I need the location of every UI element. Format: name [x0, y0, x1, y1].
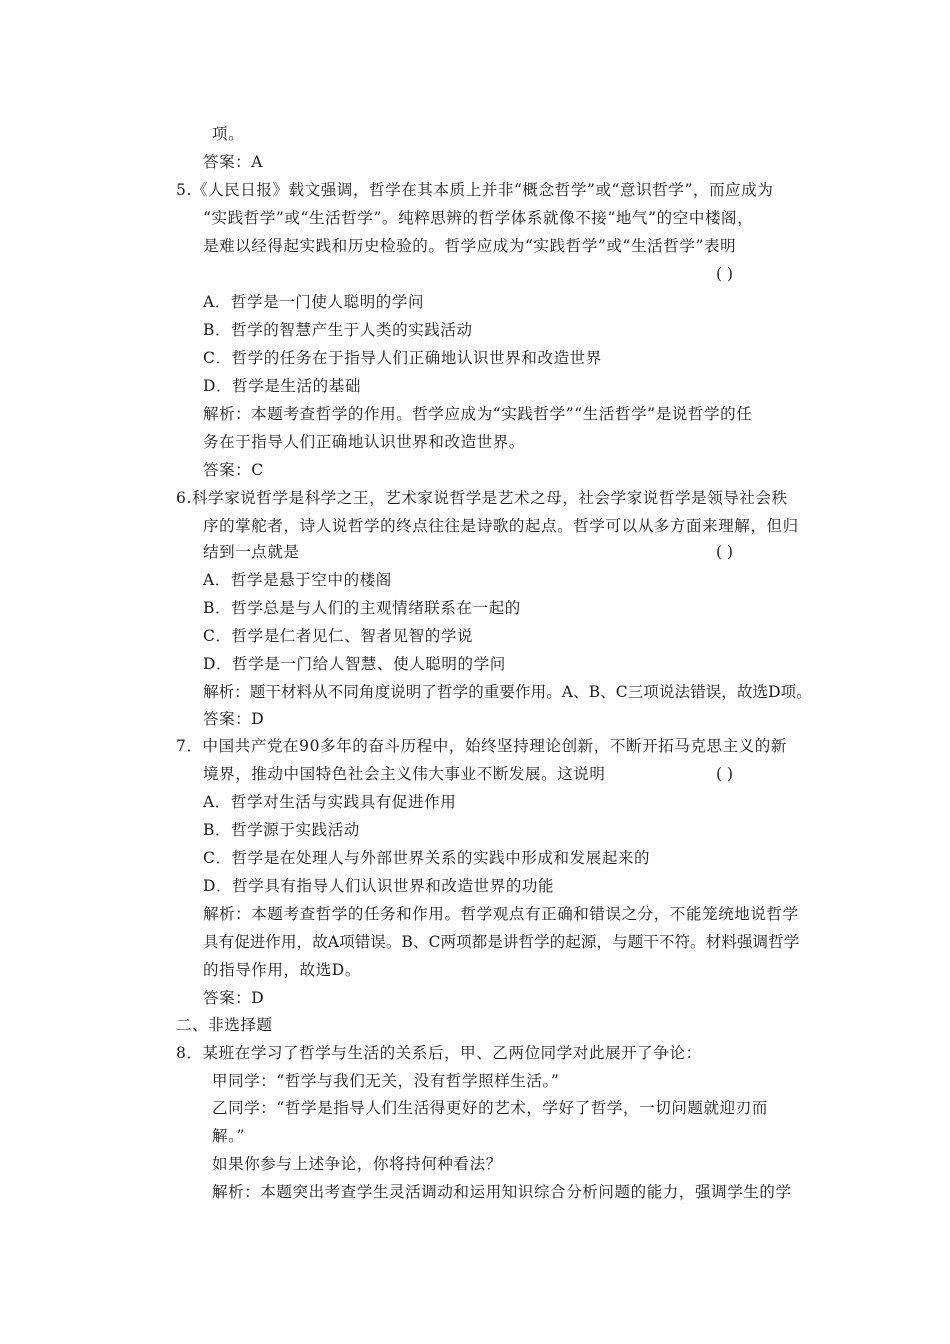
question-7-line: 境界，推动中国特色社会主义伟大事业不断发展。这说明: [203, 765, 606, 783]
option-line: A．哲学对生活与实践具有促进作用: [203, 793, 457, 811]
question-5-line: “实践哲学”或“生活哲学”。纯粹思辨的哲学体系就像不接“地气”的空中楼阁，: [203, 209, 754, 227]
answer-blank: ( ): [716, 543, 734, 561]
analysis-line: 具有促进作用，故A项错误。B、C两项都是讲哲学的起源，与题干不符。材料强调哲学: [203, 933, 800, 951]
option-line: C．哲学的任务在于指导人们正确地认识世界和改造世界: [203, 349, 602, 367]
answer-line: 答案：C: [203, 461, 264, 479]
question-8-line: 8．某班在学习了哲学与生活的关系后，甲、乙两位同学对此展开了争论：: [176, 1044, 702, 1062]
question-5-line: 是难以经得起实践和历史检验的。哲学应成为“实践哲学”或“生活哲学”表明: [203, 237, 737, 255]
option-line: D．哲学是一门给人智慧、使人聪明的学问: [203, 655, 506, 673]
answer-line: 答案：D: [203, 989, 265, 1007]
option-line: D．哲学是生活的基础: [203, 377, 361, 395]
option-line: B．哲学的智慧产生于人类的实践活动: [203, 321, 473, 339]
question-6-line: 序的掌舵者，诗人说哲学的终点往往是诗歌的起点。哲学可以从多方面来理解，但归: [203, 517, 799, 535]
analysis-line: 解析：本题考查哲学的任务和作用。哲学观点有正确和错误之分，不能笼统地说哲学: [203, 905, 799, 923]
analysis-line: 的指导作用，故选D。: [203, 961, 361, 979]
option-line: C．哲学是在处理人与外部世界关系的实践中形成和发展起来的: [203, 849, 651, 867]
answer-blank: ( ): [716, 265, 734, 283]
answer-blank: ( ): [716, 765, 734, 783]
analysis-line: 务在于指导人们正确地认识世界和改造世界。: [203, 433, 526, 451]
question-5-line: 5.《人民日报》载文强调，哲学在其本质上并非“概念哲学”或“意识哲学”，而应成为: [176, 181, 774, 199]
option-line: C．哲学是仁者见仁、智者见智的学说: [203, 627, 474, 645]
analysis-line: 解析：本题考查哲学的作用。哲学应成为“实践哲学”“生活哲学”是说哲学的任: [203, 405, 753, 423]
question-6-line: 6.科学家说哲学是科学之王，艺术家说哲学是艺术之母，社会学家说哲学是领导社会秩: [176, 489, 788, 507]
answer-line: 答案：D: [203, 710, 265, 728]
question-7-line: 7．中国共产党在90多年的奋斗历程中，始终坚持理论创新，不断开拓马克思主义的新: [176, 737, 787, 755]
question-6-line: 结到一点就是: [203, 543, 300, 561]
option-line: A．哲学是悬于空中的楼阁: [203, 571, 392, 589]
dialogue-line: 甲同学：“哲学与我们无关，没有哲学照样生活。”: [212, 1072, 560, 1090]
option-line: B．哲学源于实践活动: [203, 821, 360, 839]
analysis-line: 解析：题干材料从不同角度说明了哲学的重要作用。A、B、C三项说法错误，故选D项。: [203, 683, 812, 701]
dialogue-line: 乙同学：“哲学是指导人们生活得更好的艺术，学好了哲学，一切问题就迎刃而: [212, 1099, 768, 1117]
text-line: 项。: [212, 125, 245, 143]
option-line: D．哲学具有指导人们认识世界和改造世界的功能: [203, 877, 555, 895]
analysis-line: 解析：本题突出考查学生灵活调动和运用知识综合分析问题的能力，强调学生的学: [212, 1183, 792, 1201]
option-line: B．哲学总是与人们的主观情绪联系在一起的: [203, 599, 521, 617]
answer-line: 答案：A: [203, 153, 264, 171]
question-prompt: 如果你参与上述争论，你将持何种看法？: [212, 1155, 502, 1173]
option-line: A．哲学是一门使人聪明的学问: [203, 293, 425, 311]
dialogue-line: 解。”: [212, 1127, 245, 1145]
section-heading: 二、非选择题: [176, 1016, 273, 1034]
